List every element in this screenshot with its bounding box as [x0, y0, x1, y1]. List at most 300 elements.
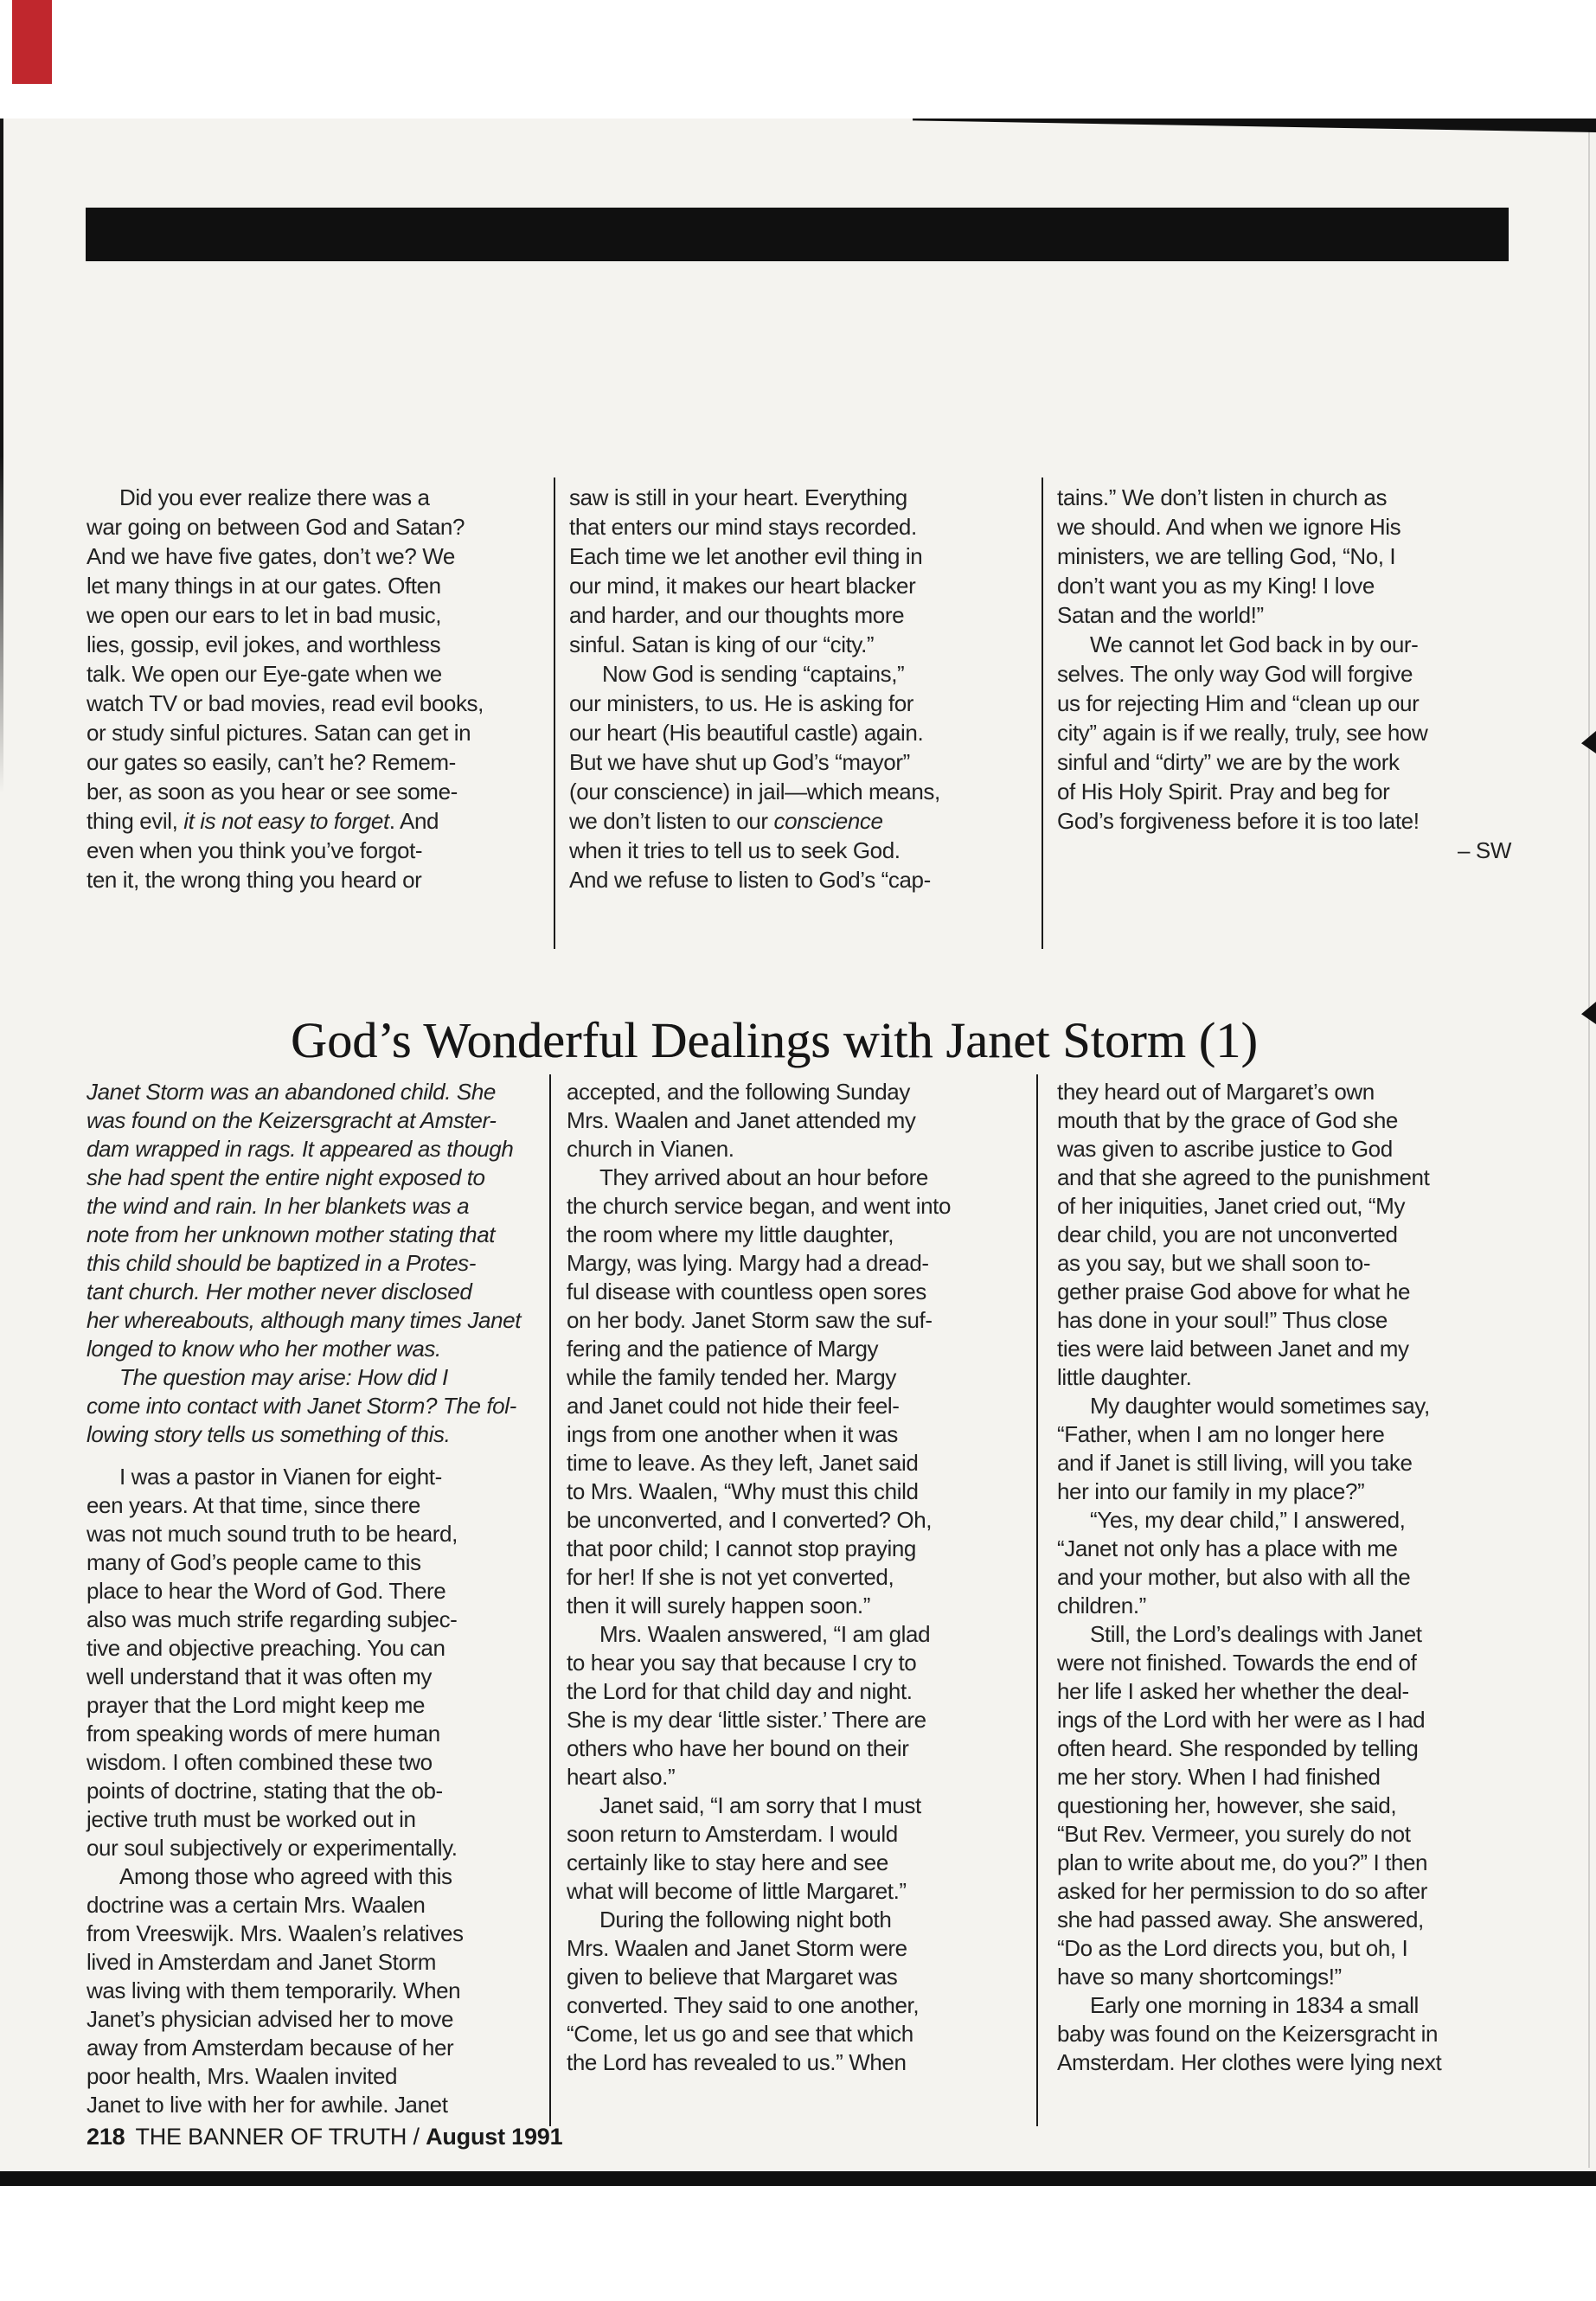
text-segment: Mrs. Waalen answered, “I am glad: [599, 1621, 931, 1647]
text-line: [569, 718, 1015, 747]
text-segment: converted. They said to one another,: [567, 1992, 920, 2018]
text-line: [87, 2034, 484, 2062]
text-line: [567, 1278, 1012, 1306]
text-line: [567, 1106, 1012, 1135]
text-line: [87, 1135, 514, 1163]
bottom-rule-bar: [0, 2171, 1596, 2186]
text-line: [87, 1862, 517, 1891]
text-segment: our gates so easily, can’t he? Remem-: [87, 749, 456, 775]
text-segment: And we have five gates, don’t we? We: [87, 543, 455, 569]
text-segment: children.”: [1057, 1593, 1146, 1618]
text-line: [567, 1991, 1012, 2020]
text-segment: she had spent the entire night exposed to: [87, 1164, 485, 1190]
text-line: [1057, 1449, 1511, 1477]
text-segment: “Come, let us go and see that which: [567, 2021, 913, 2047]
text-segment: . And: [388, 808, 439, 834]
text-segment: we should. And when we ignore His: [1057, 514, 1401, 540]
text-segment: and Janet could not hide their feel-: [567, 1393, 900, 1419]
text-line: [87, 1420, 484, 1449]
text-line: [567, 2048, 1012, 2077]
text-line: [87, 1278, 484, 1306]
text-line: [1057, 2048, 1511, 2077]
text-line: [87, 1777, 484, 1805]
text-segment: lowing story tells us something of this.: [87, 1421, 451, 1447]
text-segment: tant church. Her mother never disclosed: [87, 1279, 472, 1304]
text-line: [87, 1948, 484, 1977]
red-bookmark-strip: [12, 0, 52, 84]
text-line: [569, 806, 1015, 836]
text-segment: tains.” We don’t listen in church as: [1057, 484, 1388, 510]
text-line: [1057, 1221, 1511, 1249]
page-number: 218: [87, 2124, 125, 2150]
text-segment: our heart (His beautiful castle) again.: [569, 720, 924, 746]
text-segment: poor health, Mrs. Waalen invited: [87, 2063, 398, 2089]
text-line: [1057, 1392, 1544, 1420]
text-segment: her whereabouts, although many times Janet: [87, 1307, 522, 1333]
text-segment: this child should be baptized in a Protes-: [87, 1250, 477, 1276]
text-segment: she had passed away. She answered,: [1057, 1907, 1424, 1932]
text-segment: be unconverted, and I converted? Oh,: [567, 1507, 933, 1533]
text-segment: God’s forgiveness before it is too late!: [1057, 808, 1420, 834]
text-segment: Janet to live with her for awhile. Janet: [87, 2092, 448, 2118]
main-article-column-1: [87, 1078, 522, 2119]
text-line: [1057, 1563, 1511, 1592]
text-segment: for her! If she is not yet converted,: [567, 1564, 894, 1590]
text-segment: “Do as the Lord directs you, but oh, I: [1057, 1935, 1408, 1961]
text-segment: her into our family in my place?”: [1057, 1478, 1365, 1504]
text-line: [567, 1791, 1045, 1820]
text-segment: that enters our mind stays recorded.: [569, 514, 917, 540]
text-line: [569, 571, 1015, 600]
text-segment: fering and the patience of Margy: [567, 1336, 879, 1362]
text-segment: Now God is sending “captains,”: [602, 661, 905, 687]
text-line: [1057, 1620, 1544, 1649]
text-segment: talk. We open our Eye-gate when we: [87, 661, 442, 687]
text-segment: Mrs. Waalen and Janet attended my: [567, 1107, 916, 1133]
text-segment: come into contact with Janet Storm? The fol-: [87, 1393, 516, 1419]
text-line: [87, 1249, 484, 1278]
text-line: [569, 600, 1015, 630]
text-segment: war going on between God and Satan?: [87, 514, 465, 540]
text-segment: note from her unknown mother stating that: [87, 1221, 496, 1247]
text-line: [567, 1135, 1012, 1163]
text-line: [567, 1649, 1012, 1677]
text-segment: many of God’s people came to this: [87, 1549, 421, 1575]
text-segment: and harder, and our thoughts more: [569, 602, 905, 628]
text-segment: Mrs. Waalen and Janet Storm were: [567, 1935, 907, 1961]
article-title: God’s Wonderful Dealings with Janet Storm (1): [291, 1011, 1258, 1068]
text-segment: it is not easy to forget: [183, 808, 389, 834]
text-segment: questioning her, however, she said,: [1057, 1792, 1397, 1818]
text-segment: But we have shut up God’s “mayor”: [569, 749, 910, 775]
text-line: [567, 1221, 1012, 1249]
text-line: [567, 1763, 1012, 1791]
text-segment: and your mother, but also with all the: [1057, 1564, 1411, 1590]
text-segment: when it tries to tell us to seek God.: [569, 837, 901, 863]
text-segment: our ministers, to us. He is asking for: [569, 690, 914, 716]
text-segment: ful disease with countless open sores: [567, 1279, 926, 1304]
text-line: [87, 1805, 484, 1834]
text-segment: We cannot let God back in by our-: [1090, 631, 1419, 657]
top-article-column-3: [1057, 483, 1511, 865]
text-line: [567, 1963, 1012, 1991]
text-segment: baby was found on the Keizersgracht in: [1057, 2021, 1439, 2047]
text-line: [1057, 1734, 1511, 1763]
text-line: [1057, 2020, 1511, 2048]
text-line: [87, 2005, 484, 2034]
text-segment: was given to ascribe justice to God: [1057, 1136, 1393, 1162]
text-line: [1057, 747, 1511, 777]
text-line: [87, 2062, 484, 2091]
text-line: [1057, 718, 1511, 747]
text-line: [569, 865, 1015, 894]
text-line: [87, 2091, 484, 2119]
text-line: [87, 865, 484, 894]
text-segment: ministers, we are telling God, “No, I: [1057, 543, 1396, 569]
text-segment: we don’t listen to our: [569, 808, 774, 834]
text-line: [87, 1520, 484, 1548]
text-line: [567, 1820, 1012, 1849]
text-line: [87, 1577, 484, 1606]
text-segment: was found on the Keizersgracht at Amster-: [87, 1107, 497, 1133]
text-line: [87, 1634, 484, 1663]
text-line: [87, 1106, 497, 1135]
text-segment: Among those who agreed with this: [119, 1863, 452, 1889]
text-segment: don’t want you as my King! I love: [1057, 573, 1375, 599]
text-line: [87, 1392, 516, 1420]
text-line: [87, 1306, 522, 1335]
text-segment: place to hear the Word of God. There: [87, 1578, 446, 1604]
text-line: [1057, 1592, 1511, 1620]
text-line: [1057, 1763, 1511, 1791]
text-line: [87, 1192, 484, 1221]
text-line: [87, 659, 484, 689]
text-line: [1057, 1649, 1511, 1677]
text-segment: saw is still in your heart. Everything: [569, 484, 907, 510]
text-segment: me her story. When I had finished: [1057, 1764, 1381, 1790]
text-segment: of His Holy Spirit. Pray and beg for: [1057, 779, 1390, 804]
issue-date: August 1991: [426, 2124, 563, 2150]
text-line: [1057, 542, 1511, 571]
top-article-column-2: [569, 483, 1015, 894]
text-segment: tive and objective preaching. You can: [87, 1635, 445, 1661]
text-line: [1057, 571, 1511, 600]
text-line: [87, 1720, 484, 1748]
text-segment: heart also.”: [567, 1764, 676, 1790]
text-segment: the church service began, and went into: [567, 1193, 952, 1219]
text-line: [1057, 512, 1511, 542]
text-segment: een years. At that time, since there: [87, 1492, 420, 1518]
text-segment: “Father, when I am no longer here: [1057, 1421, 1385, 1447]
text-line: [87, 1691, 484, 1720]
text-segment: well understand that it was often my: [87, 1663, 432, 1689]
text-line: [87, 1920, 484, 1948]
text-line: [1057, 1991, 1544, 2020]
text-segment: have so many shortcomings!”: [1057, 1964, 1342, 1990]
text-segment: her life I asked her whether the deal-: [1057, 1678, 1409, 1704]
main-article-column-2: [567, 1078, 1012, 2077]
text-segment: then it will surely happen soon.”: [567, 1593, 871, 1618]
text-segment: mouth that by the grace of God she: [1057, 1107, 1398, 1133]
text-line: [1057, 1192, 1511, 1221]
text-line: [567, 1592, 1012, 1620]
text-line: [567, 1335, 1012, 1363]
text-line: [567, 1192, 1012, 1221]
text-line: [87, 1335, 484, 1363]
text-segment: the Lord for that child day and night.: [567, 1678, 913, 1704]
text-line: [567, 1877, 1012, 1906]
text-segment: has done in your soul!” Thus close: [1057, 1307, 1388, 1333]
text-segment: prayer that the Lord might keep me: [87, 1692, 426, 1718]
text-segment: Each time we let another evil thing in: [569, 543, 923, 569]
text-line: [87, 1221, 496, 1249]
text-line: [87, 1491, 484, 1520]
text-segment: sinful and “dirty” we are by the work: [1057, 749, 1400, 775]
text-segment: selves. The only way God will forgive: [1057, 661, 1413, 687]
text-line: [567, 1535, 1012, 1563]
top-rule-bar: [86, 208, 1509, 261]
text-segment: was living with them temporarily. When: [87, 1977, 461, 2003]
magazine-title: THE BANNER OF TRUTH /: [135, 2124, 420, 2150]
text-line: [87, 1463, 517, 1491]
text-segment: dam wrapped in rags. It appeared as though: [87, 1136, 514, 1162]
text-line: [1057, 1306, 1511, 1335]
text-segment: what will become of little Margaret.”: [567, 1878, 907, 1904]
text-line: [87, 1078, 496, 1106]
text-line: [1057, 1335, 1511, 1363]
text-line: [1057, 1506, 1544, 1535]
text-segment: Satan and the world!”: [1057, 602, 1264, 628]
text-segment: others who have her bound on their: [567, 1735, 909, 1761]
text-line: [1057, 1078, 1511, 1106]
text-segment: sinful. Satan is king of our “city.”: [569, 631, 875, 657]
text-line: [1057, 1420, 1511, 1449]
text-segment: were not finished. Towards the end of: [1057, 1650, 1417, 1676]
text-line: [567, 1906, 1045, 1934]
text-line: [569, 630, 1015, 659]
text-segment: on her body. Janet Storm saw the suf-: [567, 1307, 933, 1333]
text-segment: time to leave. As they left, Janet said: [567, 1450, 919, 1476]
text-line: [1057, 1477, 1511, 1506]
text-segment: lies, gossip, evil jokes, and worthless: [87, 631, 441, 657]
text-segment: soon return to Amsterdam. I would: [567, 1821, 898, 1847]
text-line: [1057, 1963, 1511, 1991]
text-line: [1057, 1877, 1511, 1906]
text-segment: little daughter.: [1057, 1364, 1192, 1390]
text-line: [569, 777, 1015, 806]
text-segment: to hear you say that because I cry to: [567, 1650, 917, 1676]
text-segment: ings of the Lord with her were as I had: [1057, 1707, 1426, 1733]
text-line: [1057, 836, 1511, 865]
text-segment: doctrine was a certain Mrs. Waalen: [87, 1892, 426, 1918]
text-segment: She is my dear ‘little sister.’ There are: [567, 1707, 926, 1733]
text-segment: dear child, you are not unconverted: [1057, 1221, 1398, 1247]
text-segment: away from Amsterdam because of her: [87, 2035, 454, 2061]
text-segment: Margy, was lying. Margy had a dread-: [567, 1250, 929, 1276]
text-line: [567, 1392, 1012, 1420]
text-line: [1057, 659, 1511, 689]
column-divider: [549, 1074, 551, 2126]
text-segment: from Vreeswijk. Mrs. Waalen’s relatives: [87, 1920, 464, 1946]
text-line: [567, 1734, 1012, 1763]
text-line: [87, 689, 484, 718]
text-line: [567, 1363, 1012, 1392]
text-segment: as you say, but we shall soon to-: [1057, 1250, 1371, 1276]
text-line: [87, 1163, 484, 1192]
text-line: [87, 1834, 484, 1862]
text-segment: jective truth must be worked out in: [87, 1806, 416, 1832]
text-segment: and that she agreed to the punishment: [1057, 1164, 1430, 1190]
text-segment: Did you ever realize there was a: [119, 484, 430, 510]
text-line: [567, 1563, 1012, 1592]
text-line: [569, 836, 1015, 865]
text-line: [87, 1606, 484, 1634]
text-line: [567, 1934, 1012, 1963]
page-edge-artifact-right: [1588, 130, 1590, 2168]
text-segment: or study sinful pictures. Satan can get in: [87, 720, 471, 746]
text-line: [1057, 1278, 1511, 1306]
text-segment: Early one morning in 1834 a small: [1090, 1992, 1419, 2018]
text-line: [1057, 1249, 1511, 1278]
text-line: [569, 659, 1048, 689]
text-segment: My daughter would sometimes say,: [1090, 1393, 1430, 1419]
text-segment: from speaking words of mere human: [87, 1721, 440, 1747]
text-line: [567, 1249, 1012, 1278]
text-segment: accepted, and the following Sunday: [567, 1079, 910, 1105]
text-line: [567, 1477, 1012, 1506]
text-segment: ten it, the wrong thing you heard or: [87, 867, 422, 893]
text-segment: (our conscience) in jail—which means,: [569, 779, 940, 804]
text-line: [1057, 1677, 1511, 1706]
text-line: [567, 1506, 1012, 1535]
text-line: [1057, 1820, 1511, 1849]
text-line: [87, 718, 484, 747]
text-segment: church in Vianen.: [567, 1136, 734, 1162]
text-line: [1057, 1535, 1511, 1563]
text-line: [567, 1706, 1012, 1734]
column-divider: [1036, 1074, 1038, 2126]
text-segment: lived in Amsterdam and Janet Storm: [87, 1949, 437, 1975]
text-segment: They arrived about an hour before: [599, 1164, 928, 1190]
text-segment: often heard. She responded by telling: [1057, 1735, 1419, 1761]
text-line: [567, 1163, 1045, 1192]
text-segment: asked for her permission to do so after: [1057, 1878, 1428, 1904]
text-line: [567, 1849, 1012, 1877]
text-segment: Still, the Lord’s dealings with Janet: [1090, 1621, 1422, 1647]
text-segment: city” again is if we really, truly, see how: [1057, 720, 1428, 746]
text-line: [1057, 1106, 1511, 1135]
text-segment: the room where my little daughter,: [567, 1221, 894, 1247]
text-line: [569, 747, 1015, 777]
text-line: [569, 512, 1015, 542]
text-segment: longed to know who her mother was.: [87, 1336, 441, 1362]
text-line: [87, 542, 484, 571]
text-segment: “Yes, my dear child,” I answered,: [1090, 1507, 1406, 1533]
text-line: [569, 483, 1015, 512]
page-footer: [87, 2124, 562, 2150]
text-segment: and if Janet is still living, will you take: [1057, 1450, 1413, 1476]
text-line: [1057, 689, 1511, 718]
text-segment: of her iniquities, Janet cried out, “My: [1057, 1193, 1406, 1219]
text-line: [87, 512, 484, 542]
text-segment: let many things in at our gates. Often: [87, 573, 441, 599]
text-segment: The question may arise: How did I: [119, 1364, 448, 1390]
text-line: [567, 1449, 1012, 1477]
text-line: [87, 1548, 484, 1577]
text-line: [87, 1363, 517, 1392]
text-line: [1057, 1906, 1511, 1934]
text-line: [87, 1748, 484, 1777]
text-segment: they heard out of Margaret’s own: [1057, 1079, 1375, 1105]
text-segment: us for rejecting Him and “clean up our: [1057, 690, 1420, 716]
text-segment: plan to write about me, do you?” I then: [1057, 1849, 1428, 1875]
text-line: [1057, 600, 1511, 630]
text-line: [87, 836, 484, 865]
text-segment: – SW: [1458, 837, 1511, 863]
text-line: [87, 571, 484, 600]
column-divider: [554, 478, 555, 949]
text-segment: Janet Storm was an abandoned child. She: [87, 1079, 496, 1105]
text-segment: certainly like to stay here and see: [567, 1849, 888, 1875]
text-segment: also was much strife regarding subjec-: [87, 1606, 458, 1632]
text-line: [1057, 1706, 1511, 1734]
text-segment: watch TV or bad movies, read evil books,: [87, 690, 484, 716]
text-segment: During the following night both: [599, 1907, 892, 1932]
text-line: [1057, 1135, 1511, 1163]
text-line: [87, 483, 517, 512]
text-segment: even when you think you’ve forgot-: [87, 837, 423, 863]
text-segment: Amsterdam. Her clothes were lying next: [1057, 2049, 1442, 2075]
text-segment: thing evil,: [87, 808, 184, 834]
text-line: [1057, 1791, 1511, 1820]
text-line: [1057, 1363, 1511, 1392]
text-line: [87, 806, 484, 836]
text-segment: to Mrs. Waalen, “Why must this child: [567, 1478, 919, 1504]
text-line: [87, 747, 484, 777]
text-line: [567, 1078, 1012, 1106]
top-article-column-1: [87, 483, 484, 894]
text-segment: the wind and rain. In her blankets was a: [87, 1193, 470, 1219]
text-segment: Janet said, “I am sorry that I must: [599, 1792, 921, 1818]
text-line: [569, 542, 1015, 571]
text-line: [1057, 483, 1511, 512]
text-line: [87, 1891, 484, 1920]
text-segment: And we refuse to listen to God’s “cap-: [569, 867, 931, 893]
text-segment: ings from one another when it was: [567, 1421, 898, 1447]
main-article-column-3: [1057, 1078, 1511, 2077]
text-line: [87, 630, 484, 659]
text-segment: I was a pastor in Vianen for eight-: [119, 1464, 442, 1490]
text-line: [87, 600, 484, 630]
text-segment: our soul subjectively or experimentally.: [87, 1835, 458, 1861]
text-line: [567, 1420, 1012, 1449]
text-line: [87, 777, 484, 806]
text-line: [87, 1977, 484, 2005]
text-segment: “Janet not only has a place with me: [1057, 1535, 1398, 1561]
text-segment: while the family tended her. Margy: [567, 1364, 896, 1390]
text-segment: points of doctrine, stating that the ob-: [87, 1778, 443, 1804]
text-line: [1057, 1934, 1511, 1963]
text-line: [87, 1663, 484, 1691]
text-segment: the Lord has revealed to us.” When: [567, 2049, 907, 2075]
text-segment: ties were laid between Janet and my: [1057, 1336, 1409, 1362]
text-line: [1057, 777, 1511, 806]
text-line: [1057, 1849, 1511, 1877]
text-segment: given to believe that Margaret was: [567, 1964, 898, 1990]
text-line: [567, 1620, 1045, 1649]
text-segment: we open our ears to let in bad music,: [87, 602, 442, 628]
text-segment: our mind, it makes our heart blacker: [569, 573, 916, 599]
